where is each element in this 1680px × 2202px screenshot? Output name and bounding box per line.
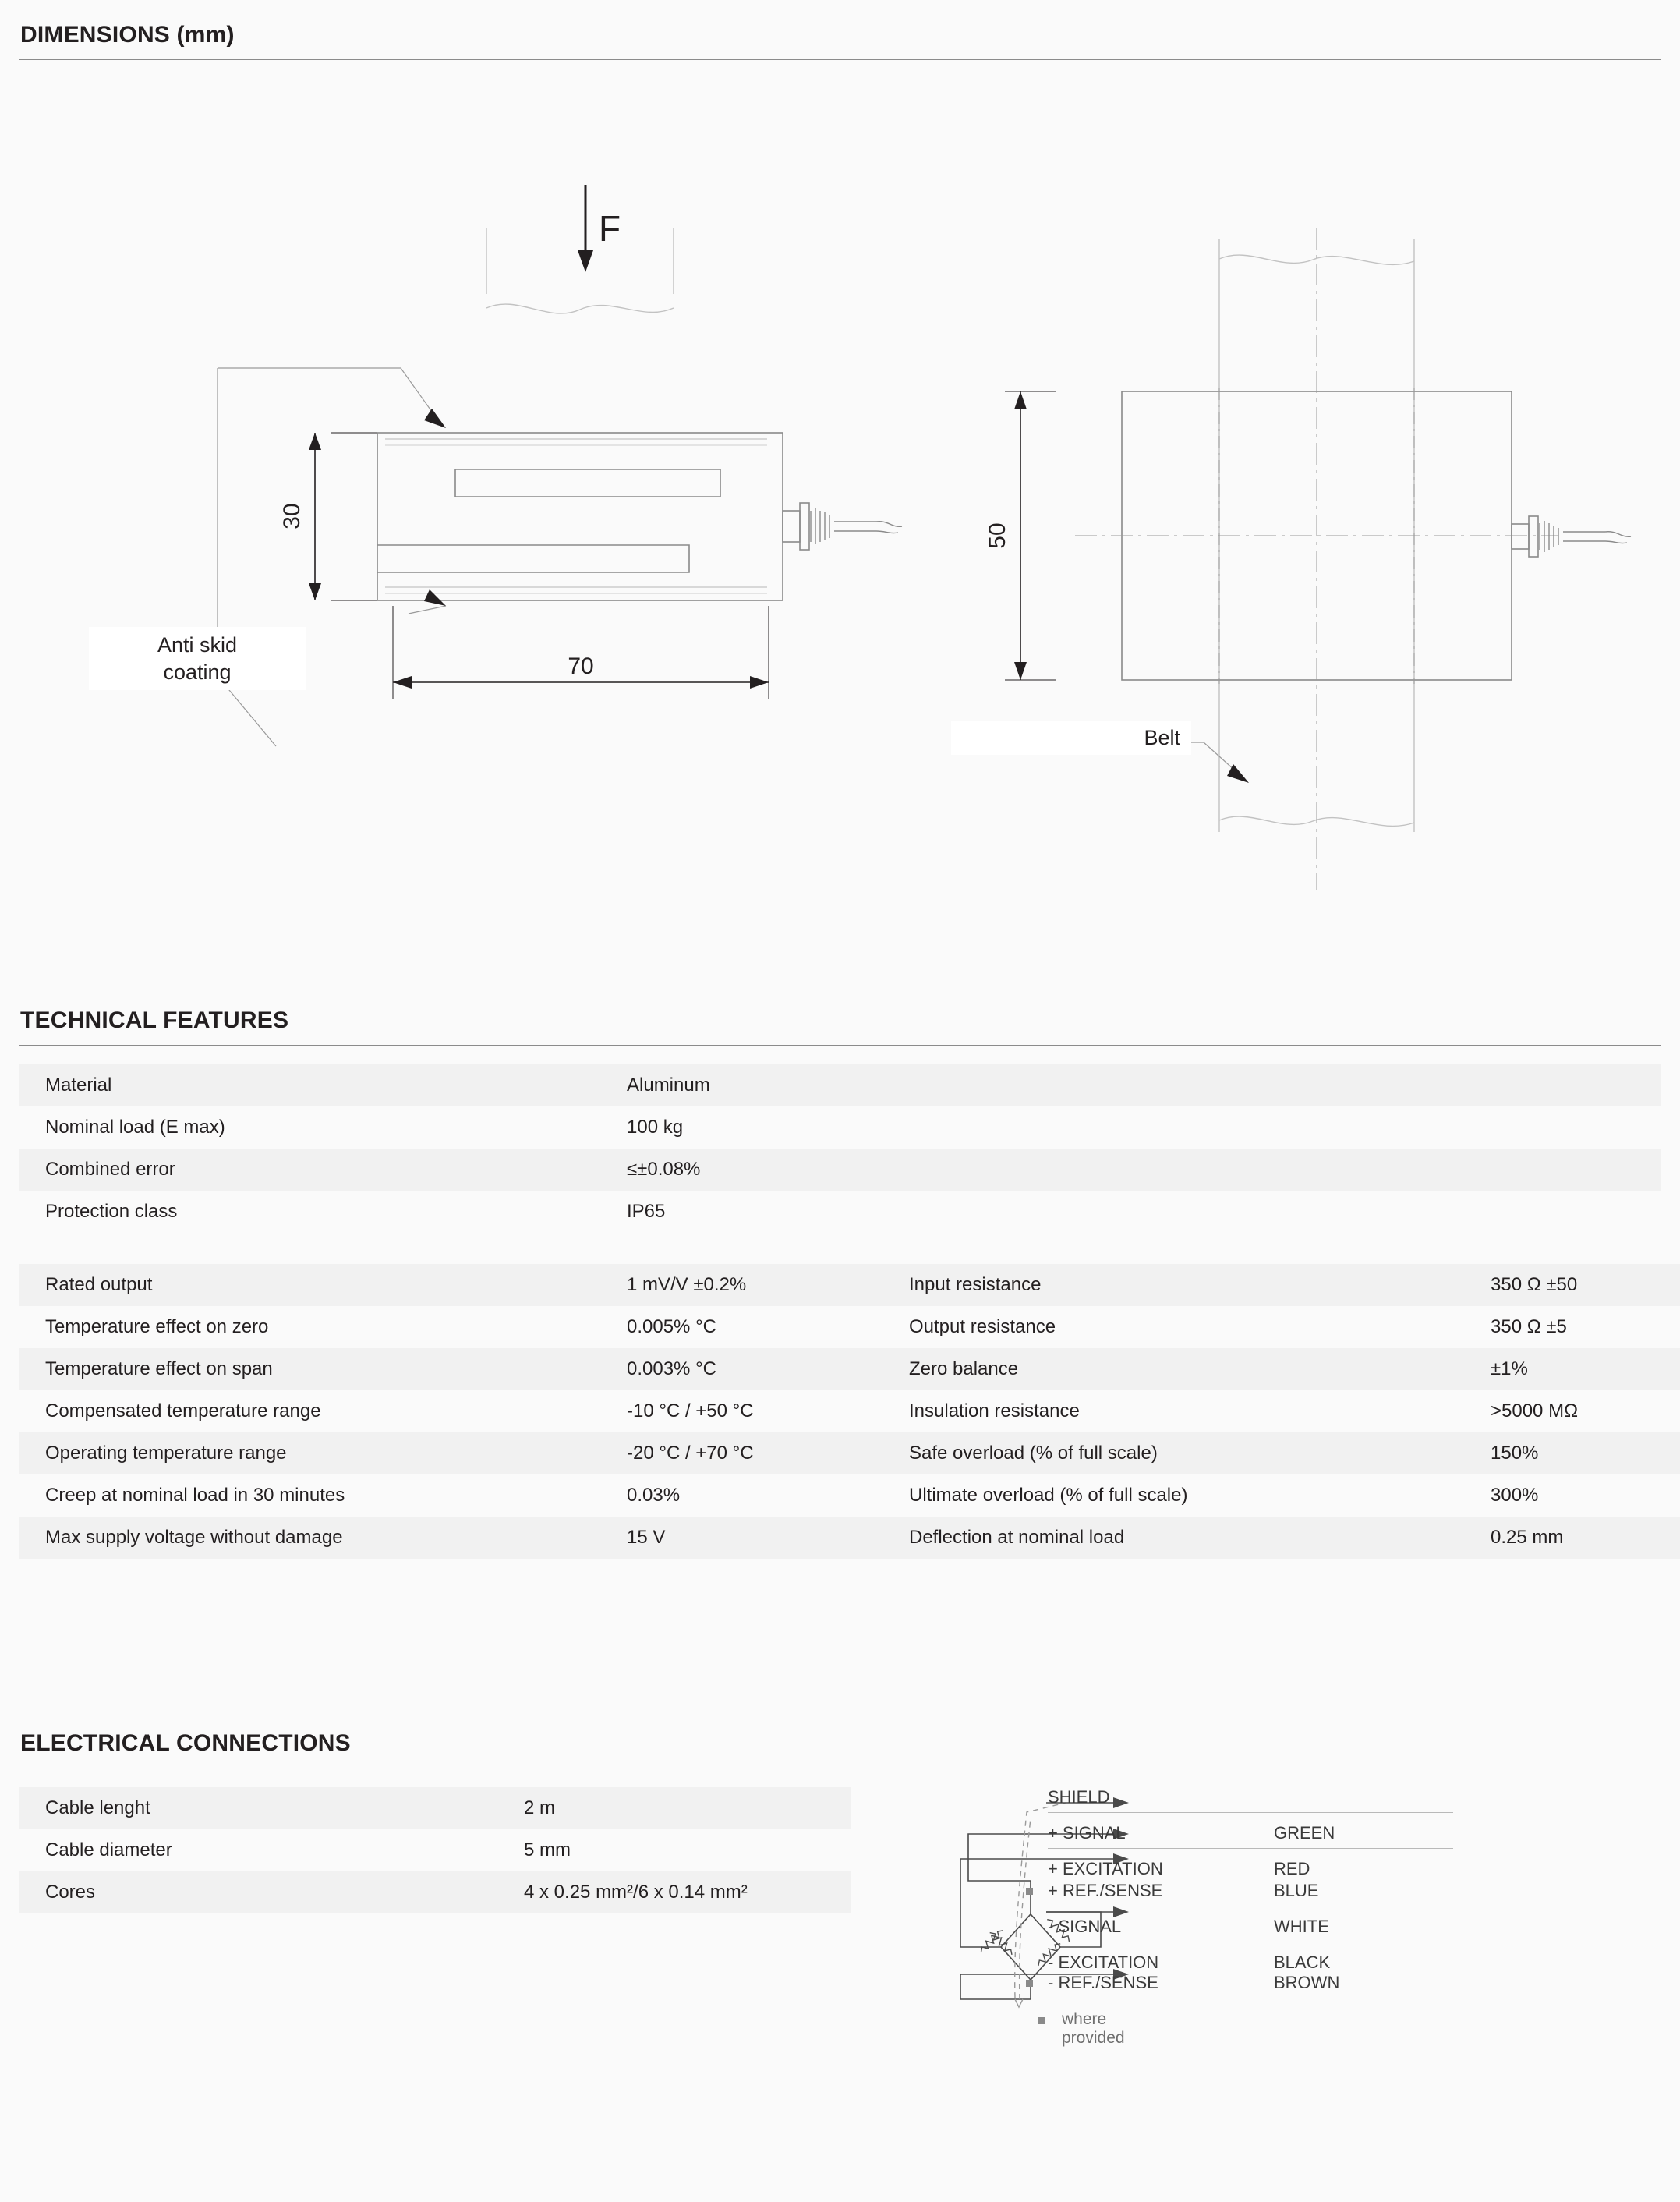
row-value: 150% — [1486, 1432, 1680, 1474]
row-value: 15 V — [622, 1517, 882, 1559]
table-row-blank — [19, 1913, 851, 1962]
table-row — [882, 1306, 1680, 1348]
wiring-footnote: where provided — [1062, 2010, 1125, 2047]
wire-name: SHIELD — [1048, 1787, 1110, 1807]
table-row — [882, 1474, 1680, 1517]
technical-features-section — [19, 1007, 1661, 1559]
section-title-electrical: ELECTRICAL CONNECTIONS — [20, 1730, 351, 1756]
row-label: Input resistance — [882, 1264, 1486, 1306]
technical-detail-tables — [19, 1264, 1661, 1559]
row-value: 0.003% °C — [622, 1348, 882, 1390]
dim-width-label: 70 — [568, 653, 594, 679]
row-value: 2 m — [519, 1787, 851, 1829]
row-label: Rated output — [19, 1264, 622, 1306]
row-label: Material — [19, 1064, 622, 1106]
electrical-connections-section — [19, 1730, 1661, 2047]
row-label: Zero balance — [882, 1348, 1486, 1390]
table-row — [19, 1264, 882, 1306]
row-label: Protection class — [19, 1191, 622, 1233]
note-marker-icon — [1038, 2017, 1045, 2024]
table-row — [19, 1517, 882, 1559]
section-title-technical: TECHNICAL FEATURES — [20, 1007, 289, 1033]
row-value: 350 Ω ±5 — [1486, 1306, 1680, 1348]
table-row — [19, 1390, 882, 1432]
wire-name: - EXCITATION — [1048, 1952, 1159, 1972]
row-label: Operating temperature range — [19, 1432, 622, 1474]
row-label: Compensated temperature range — [19, 1390, 622, 1432]
row-label: Creep at nominal load in 30 minutes — [19, 1474, 622, 1517]
row-value: 0.005% °C — [622, 1306, 882, 1348]
table-row — [19, 1432, 882, 1474]
row-label: Cable diameter — [19, 1829, 519, 1871]
row-label: Temperature effect on zero — [19, 1306, 622, 1348]
table-row — [882, 1390, 1680, 1432]
wiring-diagram — [867, 1787, 1680, 2047]
row-value: 1 mV/V ±0.2% — [622, 1264, 882, 1306]
row-label: Deflection at nominal load — [882, 1517, 1486, 1559]
force-label: F — [599, 208, 621, 249]
table-row — [882, 1348, 1680, 1390]
row-label: Combined error — [19, 1149, 622, 1191]
wire-color: BLACK — [1274, 1952, 1331, 1972]
divider — [1048, 1812, 1453, 1813]
cable-spec-table — [19, 1787, 851, 2010]
row-label: Cores — [19, 1871, 519, 1913]
table-row — [882, 1432, 1680, 1474]
row-value: Aluminum — [622, 1064, 1661, 1106]
row-value: 100 kg — [622, 1106, 1661, 1149]
row-label: Temperature effect on span — [19, 1348, 622, 1390]
row-value: 4 x 0.25 mm²/6 x 0.14 mm² — [519, 1871, 851, 1913]
wire-color: RED — [1274, 1859, 1310, 1878]
section-title-dimensions: DIMENSIONS (mm) — [20, 22, 235, 48]
wire-color: WHITE — [1274, 1917, 1329, 1936]
wire-name: + SIGNAL — [1048, 1823, 1126, 1843]
note-marker-icon — [1026, 1888, 1033, 1895]
table-row — [19, 1474, 882, 1517]
dimension-drawings — [19, 60, 1661, 1007]
row-label: Output resistance — [882, 1306, 1486, 1348]
wire-name: - SIGNAL — [1048, 1917, 1122, 1936]
technical-left-table — [19, 1264, 882, 1559]
table-row — [19, 1106, 1661, 1149]
row-value: IP65 — [622, 1191, 1661, 1233]
row-value: 350 Ω ±50 — [1486, 1264, 1680, 1306]
row-value: ±1% — [1486, 1348, 1680, 1390]
wire-name: + EXCITATION — [1048, 1859, 1163, 1878]
table-row — [882, 1264, 1680, 1306]
note-marker-icon — [1026, 1980, 1033, 1987]
dimensions-section — [19, 22, 1661, 1007]
callout-anti-skid-line1: Anti skid — [157, 633, 238, 657]
row-value: 5 mm — [519, 1829, 851, 1871]
table-row — [19, 1829, 851, 1871]
technical-top-table — [19, 1064, 1661, 1233]
row-value: >5000 MΩ — [1486, 1390, 1680, 1432]
callout-anti-skid-line2: coating — [163, 660, 232, 684]
row-value: 300% — [1486, 1474, 1680, 1517]
row-label: Ultimate overload (% of full scale) — [882, 1474, 1486, 1517]
row-label: Cable lenght — [19, 1787, 519, 1829]
table-row — [19, 1871, 851, 1913]
table-row-blank — [19, 1962, 851, 2010]
table-row — [19, 1064, 1661, 1106]
table-row — [882, 1517, 1680, 1559]
wire-name: - REF./SENSE — [1048, 1973, 1158, 1992]
divider — [1048, 1848, 1453, 1849]
technical-right-table — [882, 1264, 1680, 1559]
row-label: Max supply voltage without damage — [19, 1517, 622, 1559]
row-value: ≤±0.08% — [622, 1149, 1661, 1191]
table-row — [19, 1348, 882, 1390]
row-value: 0.25 mm — [1486, 1517, 1680, 1559]
row-label: Insulation resistance — [882, 1390, 1486, 1432]
wire-color: BLUE — [1274, 1881, 1319, 1900]
wire-name: + REF./SENSE — [1048, 1881, 1163, 1900]
callout-anti-skid — [89, 627, 306, 690]
table-row — [19, 1787, 851, 1829]
row-label: Nominal load (E max) — [19, 1106, 622, 1149]
dim-height-label: 30 — [279, 503, 305, 529]
table-row — [19, 1306, 882, 1348]
table-row — [19, 1191, 1661, 1233]
cable-spec-table-wrap — [19, 1787, 851, 2010]
wire-color: BROWN — [1274, 1973, 1340, 1992]
drawing-svg — [19, 60, 1661, 1007]
row-value: -20 °C / +70 °C — [622, 1432, 882, 1474]
callout-belt: Belt — [951, 721, 1191, 755]
row-value: -10 °C / +50 °C — [622, 1390, 882, 1432]
row-label: Safe overload (% of full scale) — [882, 1432, 1486, 1474]
table-row — [19, 1149, 1661, 1191]
dim-depth-label: 50 — [985, 522, 1010, 549]
wire-color: GREEN — [1274, 1823, 1335, 1843]
row-value: 0.03% — [622, 1474, 882, 1517]
